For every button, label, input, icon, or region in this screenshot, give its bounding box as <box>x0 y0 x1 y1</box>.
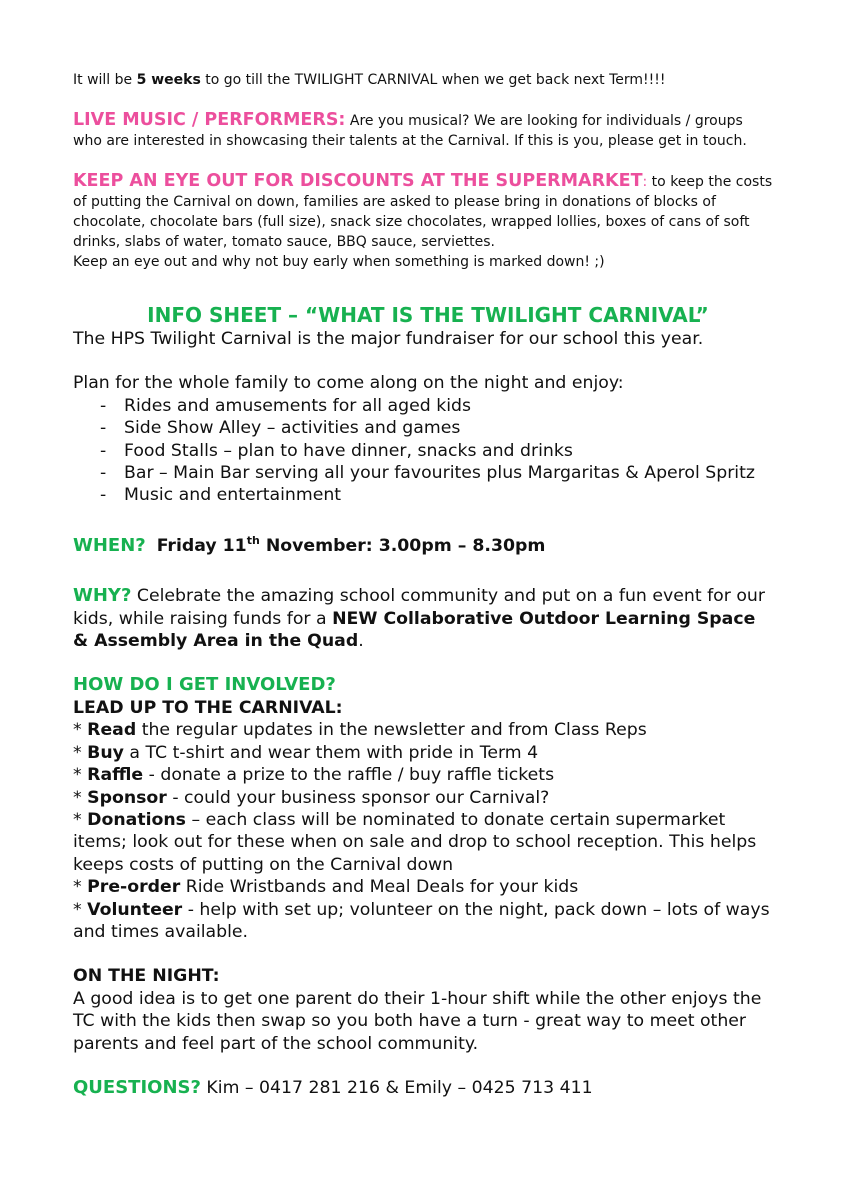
discounts-heading: KEEP AN EYE OUT FOR DISCOUNTS AT THE SUPERMARKET <box>73 171 643 191</box>
bullet: * <box>73 787 88 808</box>
enjoy-list <box>73 395 773 507</box>
list-item <box>73 876 773 898</box>
when-date <box>157 536 546 556</box>
list-item: - Rides and amusements for all aged kids <box>100 395 773 417</box>
bullet: * <box>73 765 88 786</box>
bullet: * <box>73 899 88 920</box>
why-end: . <box>358 631 364 652</box>
list-item <box>73 764 773 786</box>
info-sheet-plan: Plan for the whole family to come along on the night and enjoy: <box>73 373 624 394</box>
discounts-note: Keep an eye out and why not buy early when something is marked down! ;) <box>73 254 605 270</box>
discounts-colon: : <box>642 174 648 190</box>
item-text: - help with set up; volunteer on the night, pack down – lots of ways and times available. <box>73 899 770 942</box>
item-keyword: Donations <box>87 809 186 830</box>
bullet: * <box>73 720 88 741</box>
when-date-time: November: 3.00pm – 8.30pm <box>259 535 546 556</box>
item-text: - donate a prize to the raffle / buy raffle tickets <box>143 765 555 786</box>
when-date-day: Friday 11 <box>156 535 247 556</box>
item-keyword: Sponsor <box>87 787 167 808</box>
night-body: A good idea is to get one parent do their 1-hour shift while the other enjoys the TC with the kids then swap so you both have a turn - great way to meet other parents and feel part of the school community. <box>73 988 762 1054</box>
item-keyword: Read <box>87 720 137 741</box>
list-item: - Side Show Alley – activities and games <box>100 417 773 439</box>
questions-section <box>73 1077 773 1099</box>
questions-label: QUESTIONS? <box>73 1076 201 1098</box>
lead-up-heading: LEAD UP TO THE CARNIVAL: <box>73 697 343 718</box>
intro-text-end: to go till the TWILIGHT CARNIVAL when we get back next Term!!!! <box>200 72 666 88</box>
list-item: - Food Stalls – plan to have dinner, snacks and drinks <box>100 440 773 462</box>
when-date-suffix: th <box>246 534 260 548</box>
list-item <box>73 742 773 764</box>
item-text: - could your business sponsor our Carnival? <box>166 787 550 808</box>
why-project: NEW Collaborative Outdoor Learning Space & Assembly Area in the Quad <box>73 608 756 652</box>
list-item <box>73 809 773 876</box>
questions-contacts: Kim – 0417 281 216 & Emily – 0425 713 411 <box>200 1077 593 1098</box>
intro-line <box>73 70 773 90</box>
item-text: – each class will be nominated to donate certain supermarket items; look out for these when on sale and drop to school reception. This helps keeps costs of putting on the Carnival down <box>73 809 757 875</box>
item-keyword: Volunteer <box>87 899 183 920</box>
discounts-body: to keep the costs of putting the Carnival on down, families are asked to please bring in donations of blocks of chocolate, chocolate bars (full size), snack size chocolates, wrapped lollies, boxes of cans of soft drinks, slabs of water, tomato sauce, BBQ sauce, serviettes. <box>73 174 773 250</box>
item-text: Ride Wristbands and Meal Deals for your kids <box>180 877 579 898</box>
list-item <box>73 899 773 944</box>
list-item: - Bar – Main Bar serving all your favourites plus Margaritas & Aperol Spritz <box>100 462 773 484</box>
intro-weeks: 5 weeks <box>136 72 201 88</box>
when-label: WHEN? <box>73 534 146 556</box>
intro-text: It will be <box>73 72 137 88</box>
involved-list <box>73 719 773 943</box>
item-text: a TC t-shirt and wear them with pride in Term 4 <box>123 742 539 763</box>
why-label: WHY? <box>73 585 132 607</box>
item-keyword: Buy <box>87 742 124 763</box>
live-music-section <box>73 110 773 151</box>
list-item <box>73 787 773 809</box>
live-music-body: Are you musical? We are looking for individuals / groups who are interested in showcasing their talents at the Carnival. If this is you, please get in touch. <box>73 113 747 149</box>
involved-heading: HOW DO I GET INVOLVED? <box>73 674 336 696</box>
bullet: * <box>73 742 88 763</box>
item-keyword: Raffle <box>87 765 144 786</box>
night-heading: ON THE NIGHT: <box>73 966 220 987</box>
bullet: * <box>73 877 88 898</box>
list-item: - Music and entertainment <box>100 484 773 506</box>
when-section <box>73 535 773 557</box>
item-keyword: Pre-order <box>87 877 181 898</box>
info-sheet-lead: The HPS Twilight Carnival is the major fundraiser for our school this year. <box>73 329 704 349</box>
item-text: the regular updates in the newsletter and from Class Reps <box>136 720 647 741</box>
list-item <box>73 719 773 741</box>
live-music-heading: LIVE MUSIC / PERFORMERS: <box>73 110 346 130</box>
info-sheet-title: INFO SHEET – “WHAT IS THE TWILIGHT CARNIVAL” <box>147 303 709 327</box>
bullet: * <box>73 809 88 830</box>
discounts-section <box>73 171 773 252</box>
newsletter-page <box>73 70 773 1099</box>
why-body: Celebrate the amazing school community and put on a fun event for our kids, while raising funds for a <box>73 586 765 629</box>
why-section <box>73 585 773 652</box>
